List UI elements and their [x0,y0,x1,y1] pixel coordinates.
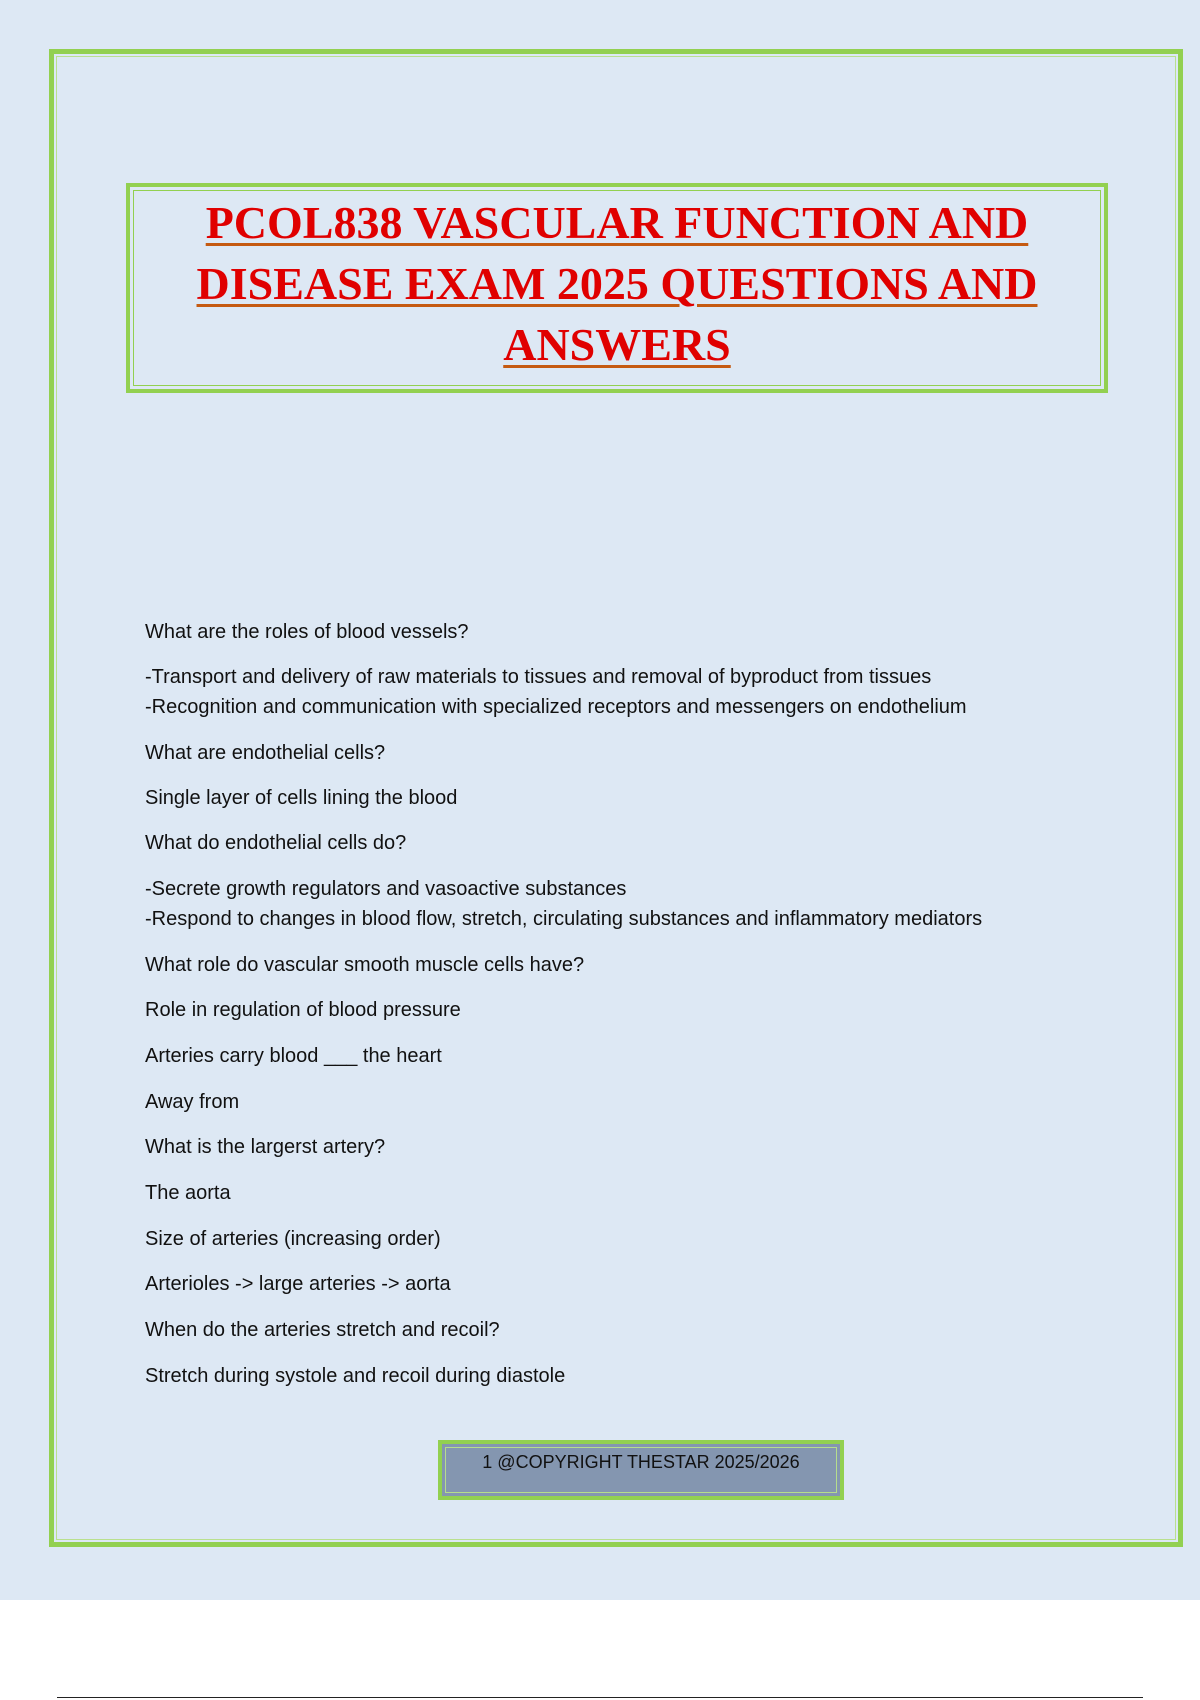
title-line: DISEASE EXAM 2025 QUESTIONS AND [196,258,1038,309]
question-line: What are the roles of blood vessels? [145,621,469,643]
footer-copyright-box [438,1440,844,1500]
answer-line: Away from [145,1091,240,1113]
document-title [130,192,1104,375]
answer-line: The aorta [145,1182,231,1204]
answer-line: Role in regulation of blood pressure [145,999,461,1021]
question-line: What is the largerst artery? [145,1136,386,1158]
question-line: Arteries carry blood ___ the heart [145,1045,442,1067]
answer-line: -Secrete growth regulators and vasoactive substances [145,878,627,900]
question-line: Size of arteries (increasing order) [145,1228,441,1250]
footer-copyright: 1 @COPYRIGHT THESTAR 2025/2026 [482,1452,800,1472]
question-line: When do the arteries stretch and recoil? [145,1319,500,1341]
answer-line: -Respond to changes in blood flow, stretch, circulating substances and inflammatory mediators [145,908,983,930]
question-line: What role do vascular smooth muscle cells have? [145,954,585,976]
bottom-divider [57,1697,1143,1698]
answer-line: -Transport and delivery of raw materials to tissues and removal of byproduct from tissues [145,666,932,688]
answer-line: -Recognition and communication with specialized receptors and messengers on endothelium [145,696,967,718]
answer-line: Single layer of cells lining the blood [145,787,458,809]
question-line: What do endothelial cells do? [145,832,407,854]
answer-line: Arterioles -> large arteries -> aorta [145,1273,451,1295]
answer-line: Stretch during systole and recoil during diastole [145,1365,566,1387]
title-line: ANSWERS [503,319,731,370]
question-line: What are endothelial cells? [145,742,386,764]
title-line: PCOL838 VASCULAR FUNCTION AND [205,197,1029,248]
